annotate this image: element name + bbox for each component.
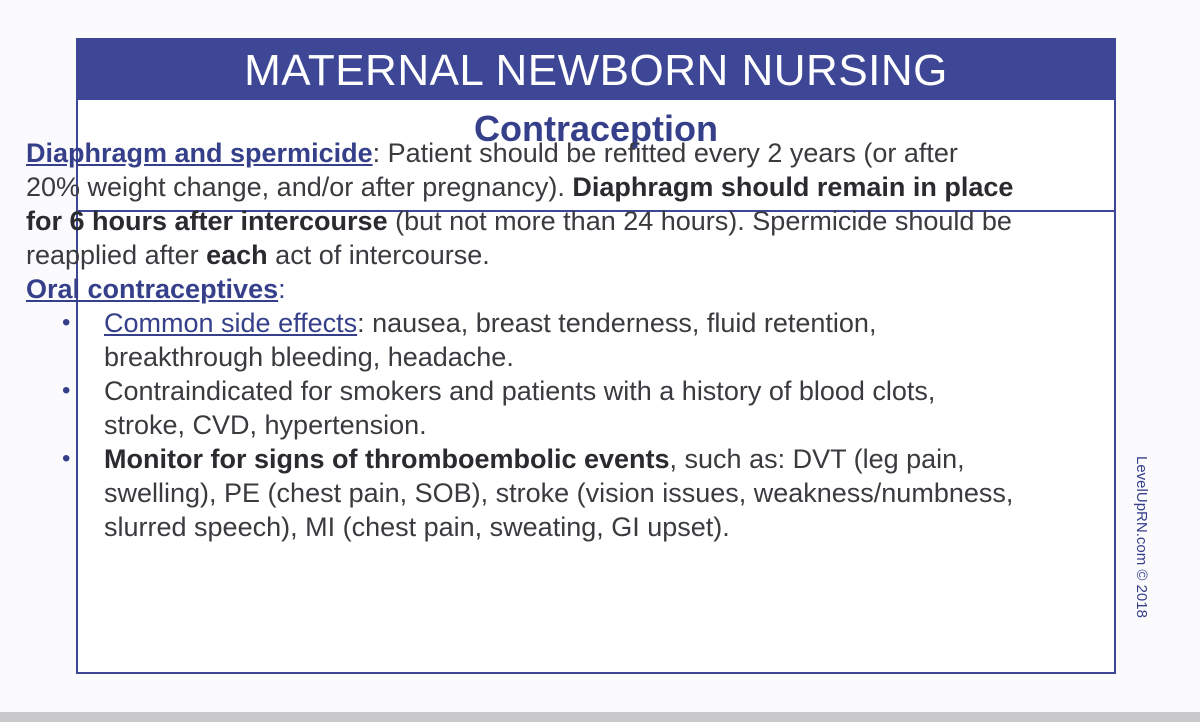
side-effects-heading: Common side effects xyxy=(104,308,358,338)
oral-heading: Oral contraceptives xyxy=(26,274,279,304)
credit-vertical xyxy=(1130,456,1150,682)
side-effects-text: : nausea, breast tenderness, fluid retention, breakthrough bleeding, headache. xyxy=(104,308,877,372)
diaphragm-text-1: Patient should be refitted every 2 years (or after 20% weight change, and/or after pregnancy). xyxy=(26,138,958,202)
diaphragm-bold-1: Diaphragm should remain in place for 6 hours after intercourse xyxy=(26,172,1014,236)
card-content xyxy=(26,136,1016,544)
card-subtitle: Contraception xyxy=(473,108,718,149)
bullet-marker: • xyxy=(62,377,71,404)
diaphragm-heading: Diaphragm and spermicide xyxy=(26,138,373,168)
bullet-marker: • xyxy=(62,309,71,336)
list-item xyxy=(26,374,1016,442)
monitor-bold: Monitor for signs of thromboembolic events xyxy=(104,444,670,474)
oral-bullet-list xyxy=(26,306,1016,544)
diaphragm-text-3: act of intercourse. xyxy=(267,240,490,270)
monitor-text: , such as: DVT (leg pain, swelling), PE (chest pain, SOB), stroke (vision issues, weakness/numbness, slurred speech), MI (chest pain, sweating, GI upset). xyxy=(104,444,1014,542)
oral-heading-line xyxy=(26,272,1016,306)
contraindication-text: Contraindicated for smokers and patients with a history of blood clots, stroke, CVD, hypertension. xyxy=(104,376,936,440)
bullet-marker: • xyxy=(62,445,71,472)
oral-sep: : xyxy=(278,274,286,304)
list-item xyxy=(26,306,1016,374)
diaphragm-bold-2: each xyxy=(206,240,268,270)
diaphragm-text-2: (but not more than 24 hours). Spermicide should be reapplied after xyxy=(26,206,1012,270)
diaphragm-sep: : xyxy=(372,138,388,168)
credit-text: LevelUpRN.com © 2018 xyxy=(1133,456,1150,618)
list-item xyxy=(26,442,1016,544)
diaphragm-paragraph xyxy=(26,136,1016,272)
card-title: MATERNAL NEWBORN NURSING xyxy=(78,40,1114,100)
